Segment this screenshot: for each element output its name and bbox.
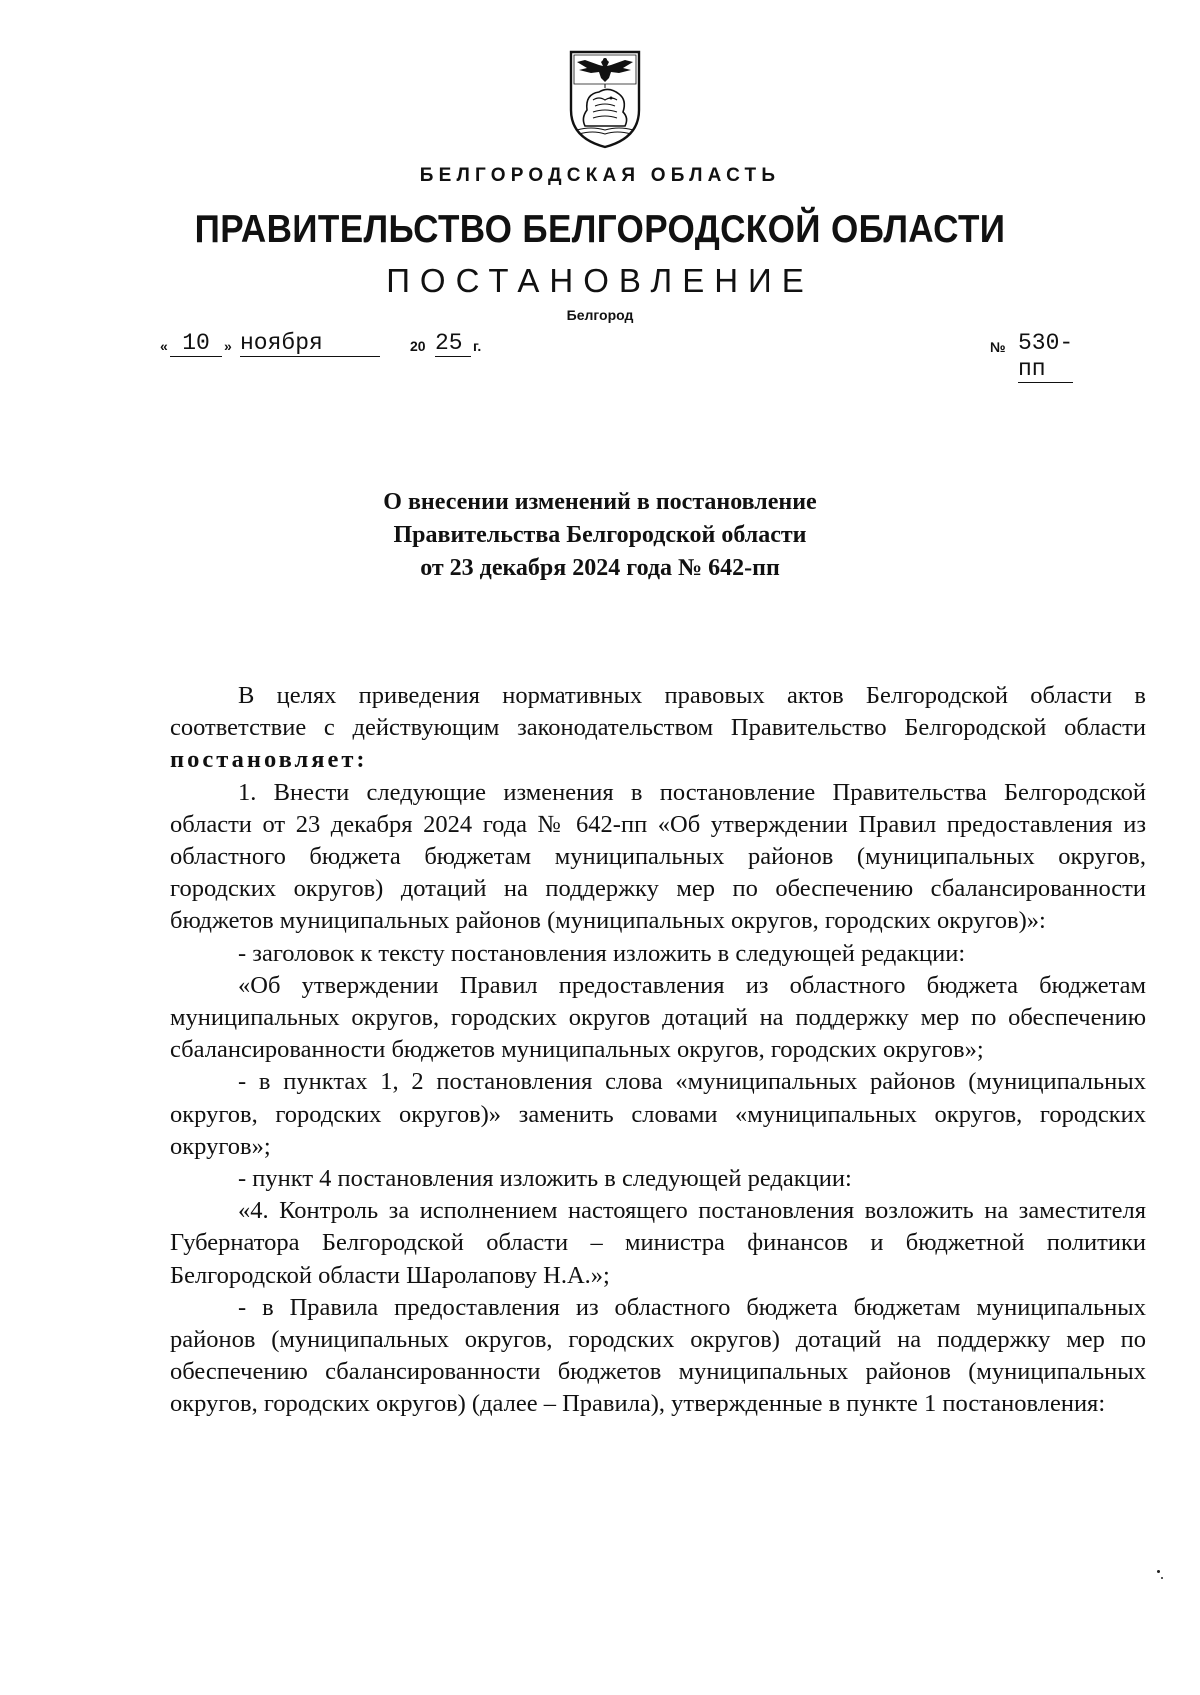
- paragraph-new-heading: «Об утверждении Правил предоставления из областного бюджета бюджетам муниципальных округов, городских округов дотаций на поддержку мер по обеспечению сбалансированности бюджетов муниципальных округов, городских округов»;: [170, 971, 1146, 1064]
- paragraph-items-1-2-change: - в пунктах 1, 2 постановления слова «муниципальных районов (муниципальных округов, городских округов)» заменить словами «муниципальных округов, городских округов»;: [170, 1068, 1146, 1160]
- title-line-1: О внесении изменений в постановление: [383, 489, 817, 515]
- date-year-suffix: 25: [435, 330, 471, 357]
- date-day: 10: [170, 330, 222, 357]
- paragraph-item-4-change: - пункт 4 постановления изложить в следующей редакции:: [238, 1165, 852, 1193]
- document-type: ПОСТАНОВЛЕНИЕ: [386, 262, 814, 299]
- date-open-quote: «: [160, 338, 168, 354]
- paragraph-new-item-4: «4. Контроль за исполнением настоящего постановления возложить на заместителя Губернатора Белгородской области – министра финансов и бюджетной политики Белгородской области Шаролапову Н.А.»;: [170, 1197, 1146, 1289]
- number-value: 530-пп: [1018, 330, 1074, 382]
- paragraph-item-1: 1. Внести следующие изменения в постановление Правительства Белгородской области от 23 декабря 2024 года № 642-пп «Об утверждении Правил предоставления из областного бюджета бюджетам муниципальных районов (муниципальных округов, городских округов) дотаций на поддержку мер по обеспечению сбалансированности бюджетов муниципальных районов (муниципальных округов, городских округов)»:: [170, 778, 1146, 935]
- paragraph-heading-change: - заголовок к тексту постановления изложить в следующей редакции:: [238, 939, 966, 967]
- title-line-2: Правительства Белгородской области: [393, 522, 807, 548]
- coat-of-arms-emblem: [565, 48, 645, 150]
- scan-speck: [1161, 1577, 1163, 1579]
- date-year-prefix: 20: [410, 338, 426, 354]
- date-close-quote: »: [224, 338, 232, 354]
- government-name: ПРАВИТЕЛЬСТВО БЕЛГОРОДСКОЙ ОБЛАСТИ: [194, 208, 1006, 251]
- title-line-3: от 23 декабря 2024 года № 642-пп: [420, 555, 780, 581]
- city-name: Белгород: [566, 307, 634, 323]
- date-month: ноября: [240, 330, 380, 357]
- document-title: [0, 486, 1200, 585]
- preamble-resolves: постановляет:: [170, 746, 368, 774]
- preamble-text: В целях приведения нормативных правовых актов Белгородской области в соответствие с действующим законодательством Правительство Белгородской области: [170, 682, 1146, 742]
- date-year-mark: г.: [473, 338, 482, 354]
- region-name: БЕЛГОРОДСКАЯ ОБЛАСТЬ: [419, 165, 781, 186]
- number-label: №: [990, 339, 1006, 355]
- paragraph-rules-change: - в Правила предоставления из областного бюджета бюджетам муниципальных районов (муниципальных округов, городских округов) дотаций на поддержку мер по обеспечению сбалансированности бюджетов муниципальных районов (муниципальных округов, городских округов) (далее – Правила), утвержденные в пункте 1 постановления:: [170, 1293, 1146, 1418]
- paragraph-preamble: [170, 680, 1146, 777]
- scan-speck: [1157, 1570, 1160, 1573]
- document-body: [170, 680, 1146, 1421]
